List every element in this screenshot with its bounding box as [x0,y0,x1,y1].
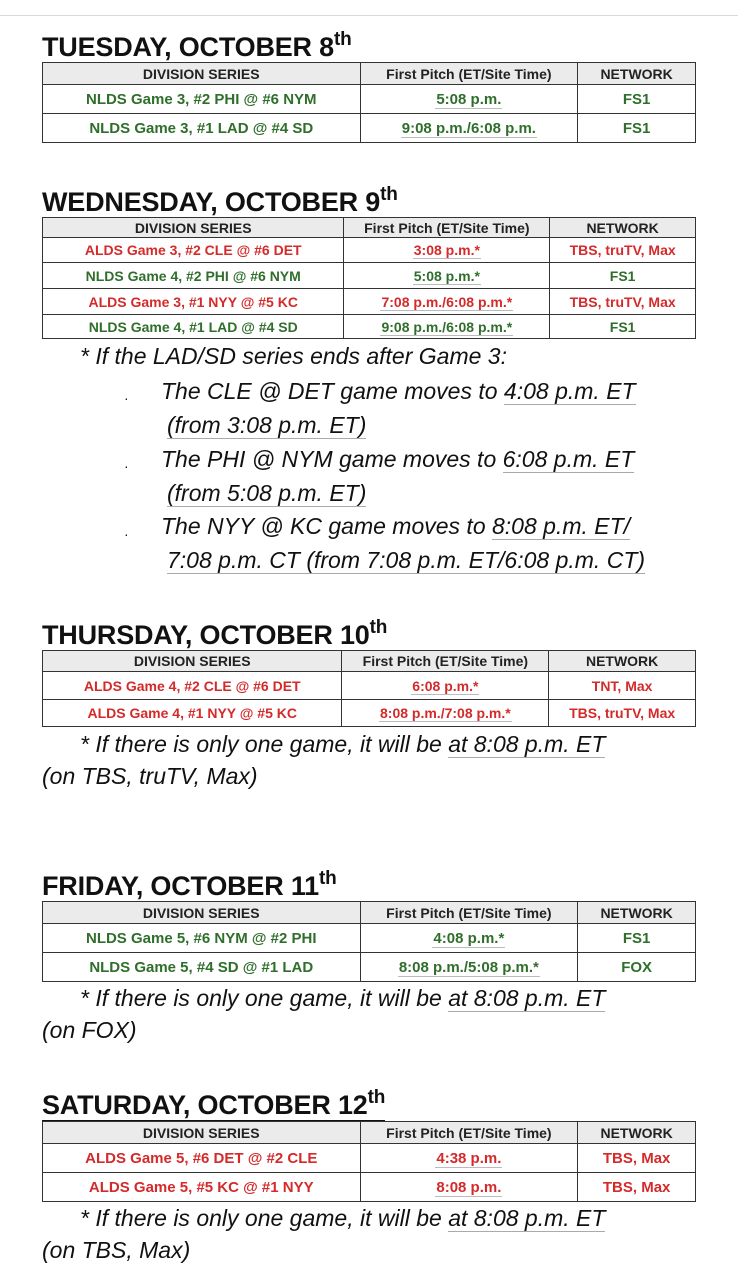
col-header-series: DIVISION SERIES [43,1122,361,1144]
day-title-saturday: SATURDAY, OCTOBER 12th [42,1087,386,1120]
game-matchup: ALDS Game 3, #2 CLE @ #6 DET [43,238,344,263]
game-network: TNT, Max [549,672,696,700]
game-matchup: NLDS Game 5, #6 NYM @ #2 PHI [43,924,361,953]
day-title-friday: FRIDAY, OCTOBER 11th [42,868,337,901]
table-row [43,315,696,339]
schedule-table-thursday [42,650,696,727]
table-row [43,924,696,953]
game-matchup: ALDS Game 3, #1 NYY @ #5 KC [43,289,344,315]
col-header-pitch: First Pitch (ET/Site Time) [342,651,549,672]
footnote-bullet-2-line2: (from 5:08 p.m. ET) [167,480,367,506]
game-network: FS1 [578,114,696,143]
col-header-network: NETWORK [578,1122,696,1144]
footnote-thursday: * If there is only one game, it will be at 8:08 p.m. ET [80,731,606,757]
table-row [43,700,696,727]
table-header-row [43,63,696,85]
game-network: FS1 [550,315,696,339]
bullet-icon: · [124,458,129,474]
game-time: 7:08 p.m./6:08 p.m.* [344,289,550,315]
game-matchup: ALDS Game 4, #1 NYY @ #5 KC [43,700,342,727]
table-row [43,953,696,982]
game-time: 5:08 p.m. [360,85,578,114]
footnote-bullet-3: The NYY @ KC game moves to 8:08 p.m. ET/ [161,513,631,539]
footnote-bullet-1: The CLE @ DET game moves to 4:08 p.m. ET [161,378,636,404]
col-header-pitch: First Pitch (ET/Site Time) [360,902,578,924]
table-header-row [43,651,696,672]
game-network: TBS, Max [578,1144,696,1173]
col-header-network: NETWORK [578,902,696,924]
footnote-bullet-1-line2: (from 3:08 p.m. ET) [167,412,367,438]
footnote-saturday: * If there is only one game, it will be at 8:08 p.m. ET [80,1205,606,1231]
game-time: 6:08 p.m.* [342,672,549,700]
game-network: FS1 [578,85,696,114]
footnote-friday-line2: (on FOX) [42,1017,137,1043]
game-time: 9:08 p.m./6:08 p.m. [360,114,578,143]
day-title-wednesday: WEDNESDAY, OCTOBER 9th [42,184,398,217]
bullet-icon: · [124,526,129,542]
game-matchup: NLDS Game 3, #2 PHI @ #6 NYM [43,85,361,114]
day-title-thursday: THURSDAY, OCTOBER 10th [42,617,388,650]
col-header-pitch: First Pitch (ET/Site Time) [360,1122,578,1144]
game-time: 8:08 p.m./5:08 p.m.* [360,953,578,982]
col-header-series: DIVISION SERIES [43,218,344,238]
game-network: FOX [578,953,696,982]
game-time: 9:08 p.m./6:08 p.m.* [344,315,550,339]
col-header-series: DIVISION SERIES [43,651,342,672]
footnote-intro: * If the LAD/SD series ends after Game 3: [80,343,507,369]
game-matchup: ALDS Game 4, #2 CLE @ #6 DET [43,672,342,700]
game-matchup: ALDS Game 5, #6 DET @ #2 CLE [43,1144,361,1173]
game-time: 4:38 p.m. [360,1144,578,1173]
game-time: 3:08 p.m.* [344,238,550,263]
table-header-row [43,902,696,924]
top-divider [0,15,738,16]
footnote-friday: * If there is only one game, it will be at 8:08 p.m. ET [80,985,606,1011]
day-title-tuesday: TUESDAY, OCTOBER 8th [42,29,352,62]
table-row [43,672,696,700]
col-header-pitch: First Pitch (ET/Site Time) [360,63,578,85]
table-row [43,114,696,143]
game-matchup: NLDS Game 4, #1 LAD @ #4 SD [43,315,344,339]
table-header-row [43,218,696,238]
game-network: FS1 [550,263,696,289]
game-matchup: NLDS Game 4, #2 PHI @ #6 NYM [43,263,344,289]
table-row [43,1173,696,1202]
table-row [43,85,696,114]
footnote-thursday-line2: (on TBS, truTV, Max) [42,763,258,789]
footnote-saturday-line2: (on TBS, Max) [42,1237,191,1263]
footnote-bullet-2: The PHI @ NYM game moves to 6:08 p.m. ET [161,446,635,472]
game-time: 5:08 p.m.* [344,263,550,289]
game-network: TBS, Max [578,1173,696,1202]
table-row [43,289,696,315]
col-header-network: NETWORK [549,651,696,672]
table-row [43,238,696,263]
game-time: 4:08 p.m.* [360,924,578,953]
schedule-table-wednesday [42,217,696,339]
col-header-series: DIVISION SERIES [43,902,361,924]
game-matchup: NLDS Game 3, #1 LAD @ #4 SD [43,114,361,143]
schedule-table-saturday [42,1121,696,1202]
game-matchup: NLDS Game 5, #4 SD @ #1 LAD [43,953,361,982]
col-header-pitch: First Pitch (ET/Site Time) [344,218,550,238]
game-network: TBS, truTV, Max [550,238,696,263]
schedule-table-tuesday [42,62,696,143]
schedule-table-friday [42,901,696,982]
table-row [43,1144,696,1173]
game-network: TBS, truTV, Max [550,289,696,315]
game-matchup: ALDS Game 5, #5 KC @ #1 NYY [43,1173,361,1202]
table-row [43,263,696,289]
game-time: 8:08 p.m./7:08 p.m.* [342,700,549,727]
bullet-icon: · [124,390,129,406]
table-header-row [43,1122,696,1144]
col-header-network: NETWORK [578,63,696,85]
col-header-network: NETWORK [550,218,696,238]
footnote-bullet-3-line2: 7:08 p.m. CT (from 7:08 p.m. ET/6:08 p.m. CT) [167,547,646,573]
col-header-series: DIVISION SERIES [43,63,361,85]
game-network: FS1 [578,924,696,953]
game-time: 8:08 p.m. [360,1173,578,1202]
game-network: TBS, truTV, Max [549,700,696,727]
